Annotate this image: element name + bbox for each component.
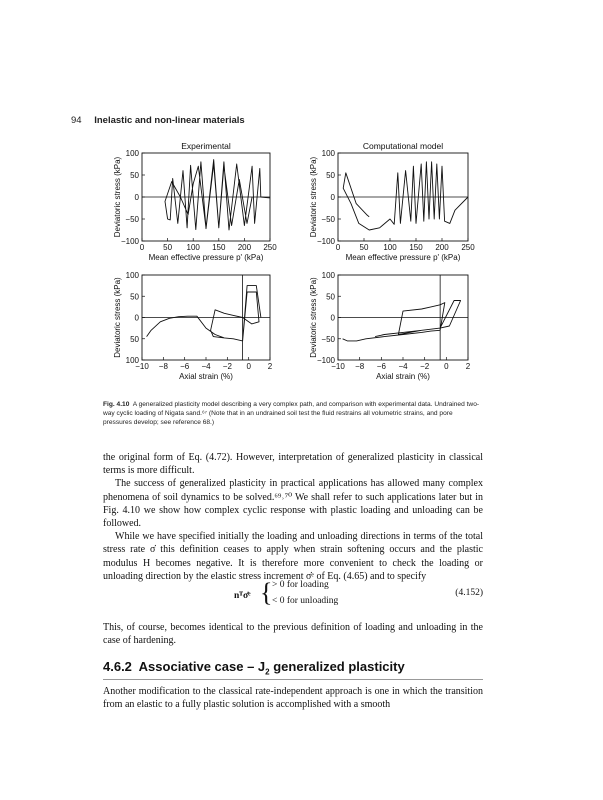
figure-4-10: [90, 134, 480, 394]
x-tick-label: 250: [263, 243, 277, 252]
x-tick-label: −4: [201, 362, 211, 371]
section-title-post: generalized plasticity: [269, 659, 405, 674]
x-tick-label: −2: [222, 362, 232, 371]
figure-caption: [103, 400, 483, 427]
y-tick-label: 50: [326, 171, 335, 180]
y-tick-label: −50: [321, 215, 335, 224]
x-tick-label: 150: [212, 243, 226, 252]
x-tick-label: 2: [465, 362, 471, 371]
chart-title: Experimental: [181, 141, 231, 151]
x-tick-label: −6: [376, 362, 386, 371]
x-tick-label: 50: [359, 243, 369, 252]
x-tick-label: −2: [420, 362, 430, 371]
x-tick-label: 100: [186, 243, 200, 252]
x-axis-label: Mean effective pressure p' (kPa): [345, 253, 461, 262]
caption-label: Fig. 4.10: [103, 401, 130, 408]
x-tick-label: 200: [237, 243, 252, 252]
y-tick-label: 100: [125, 271, 139, 280]
x-tick-label: −8: [158, 362, 168, 371]
section-heading: [103, 659, 483, 680]
paragraph: This, of course, becomes identical to the previous definition of loading and unloading in the case of hardening.: [103, 622, 483, 647]
x-tick-label: 0: [444, 362, 449, 371]
y-axis-label: Deviatoric stress (kPa): [309, 277, 318, 358]
body-text-top: [103, 451, 483, 583]
y-tick-label: 0: [134, 193, 139, 202]
equation-case-loading: > 0 for loading: [272, 580, 329, 590]
chart-title: Computational model: [362, 141, 444, 151]
section-number: 4.6.2: [103, 659, 132, 674]
x-tick-label: −6: [180, 362, 190, 371]
y-tick-label: 50: [130, 292, 139, 302]
y-axis-label: Deviatoric stress (kPa): [113, 156, 122, 238]
paragraph: Another modification to the classical rate-independent approach is one in which the transition from an elastic to a fully plastic solution is accomplished with a smooth: [103, 686, 483, 711]
x-tick-label: 250: [461, 243, 475, 252]
equation-4-152: [220, 580, 483, 610]
y-tick-label: −100: [316, 356, 335, 365]
y-tick-label: 100: [125, 149, 139, 158]
x-tick-label: 100: [383, 243, 397, 252]
y-tick-label: 0: [330, 193, 335, 202]
running-head: [71, 115, 245, 126]
equation-case-unloading: < 0 for unloading: [272, 596, 339, 606]
equation-number: (4.152): [455, 588, 483, 598]
series-line: [343, 301, 461, 341]
equation-lhs: nᵀσ̇ᵉ: [234, 591, 251, 601]
y-tick-label: 50: [326, 292, 335, 302]
x-axis-label: Axial strain (%): [376, 372, 430, 381]
x-tick-label: −4: [398, 362, 408, 371]
body-text-mid: [103, 621, 483, 647]
x-tick-label: −10: [331, 362, 345, 371]
y-axis-label: Deviatoric stress (kPa): [309, 156, 318, 238]
y-axis-label: Deviatoric stress (kPa): [113, 277, 122, 358]
body-text-bottom: [103, 685, 483, 711]
paragraph: the original form of Eq. (4.72). However, interpretation of generalized plasticity in classical terms is more difficult.: [103, 452, 483, 477]
y-tick-label: 0: [134, 313, 139, 323]
y-tick-label: 100: [321, 271, 335, 280]
series-line: [343, 162, 468, 230]
y-tick-label: −50: [321, 334, 335, 344]
figure-panels: [90, 134, 480, 394]
x-tick-label: 0: [246, 362, 251, 371]
y-tick-label: 100: [125, 356, 139, 365]
paragraph: The success of generalized plasticity in practical applications has allowed many complex phenomena of soil dynamics to be solved.⁶⁹˒⁷⁰ We shall refer to such applications later but in Fig. 4.10 we show how complex cyclic response with plastic loading and unloading can be followed.: [103, 478, 483, 530]
y-tick-label: 0: [330, 313, 335, 323]
y-tick-label: −100: [120, 237, 139, 246]
section-title-pre: Associative case – J: [138, 659, 266, 674]
y-tick-label: 50: [130, 171, 139, 180]
brace-symbol: {: [260, 578, 273, 607]
series-line: [165, 160, 270, 230]
x-tick-label: 2: [267, 362, 273, 371]
running-title: Inelastic and non-linear materials: [94, 115, 245, 126]
series-line: [147, 286, 261, 341]
x-tick-label: 200: [435, 243, 449, 252]
x-axis-label: Mean effective pressure p' (kPa): [148, 253, 264, 262]
x-axis-label: Axial strain (%): [179, 372, 233, 381]
y-tick-label: 100: [321, 149, 335, 158]
y-tick-label: −100: [316, 237, 335, 246]
x-tick-label: −8: [355, 362, 365, 371]
x-tick-label: 50: [163, 243, 173, 252]
y-tick-label: 50: [130, 334, 139, 344]
caption-text: A generalized plasticity model describing a very complex path, and comparison with experimental data. Undrained two-way cyclic loading of Nigata sand.⁶⁷ (Note that in an undrained soil test the fluid restrains all volumetric strains, and pore pressures develop; see reference 68.): [103, 401, 480, 426]
paragraph: While we have specified initially the loading and unloading directions in terms of the total stress rate σ̇ this definition ceases to apply when strain softening occurs and the plastic modulus H becomes negative. It is therefore more convenient to check the loading or unloading direction by the elastic stress increment σ̇ᵉ of Eq. (4.65) and to specify: [103, 531, 483, 582]
section-title-sub: 2: [265, 667, 270, 677]
x-tick-label: 0: [139, 243, 145, 252]
y-tick-label: −50: [125, 215, 139, 224]
x-tick-label: 0: [335, 243, 341, 252]
x-tick-label: −10: [135, 362, 149, 371]
page-number: 94: [71, 115, 82, 126]
x-tick-label: 150: [409, 243, 423, 252]
